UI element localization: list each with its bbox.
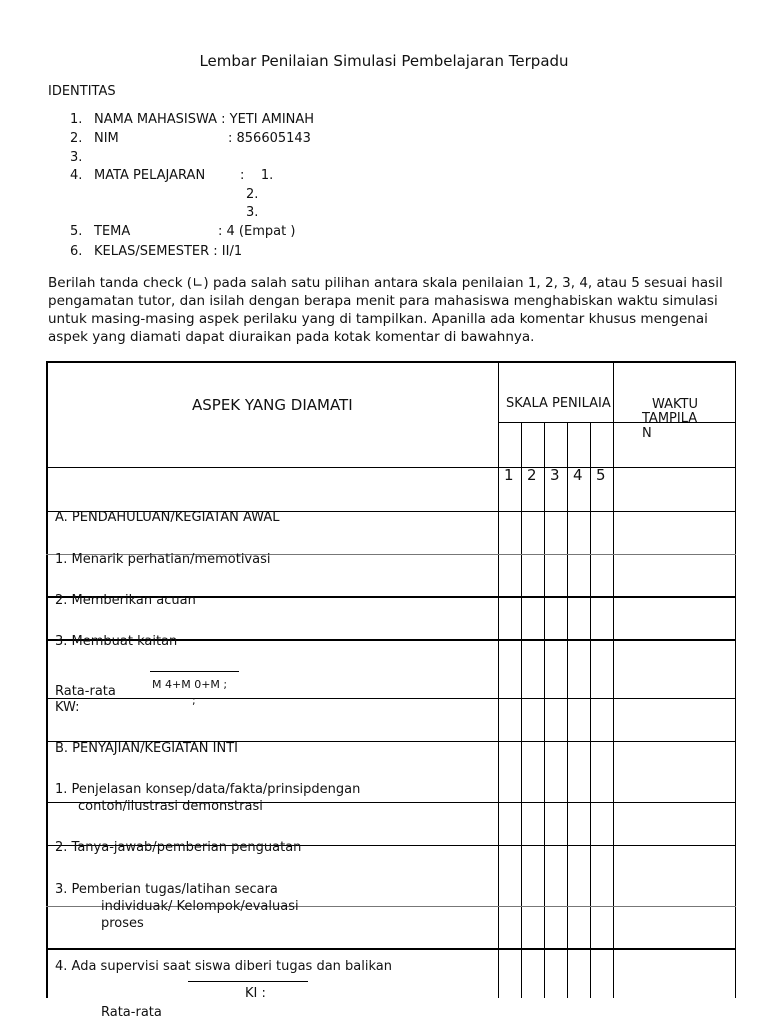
section-b-heading: B. PENYAJIAN/KEGIATAN INTI: [55, 741, 238, 756]
header-scale: SKALA PENILAIA: [506, 396, 611, 411]
scale-number: 1: [504, 466, 514, 484]
identity-subject-value-1: : 1.: [240, 168, 274, 183]
kw-label: KW:: [55, 700, 80, 715]
identity-num: 1.: [70, 112, 83, 127]
table-border: [46, 467, 736, 468]
formula-bar: [188, 981, 308, 982]
table-border: [46, 698, 736, 699]
scale-number: 4: [573, 466, 583, 484]
aspect-item: 3. Pemberian tugas/latihan secara: [55, 882, 278, 897]
aspect-item: proses: [101, 916, 144, 931]
identity-num: 6.: [70, 244, 83, 259]
header-time: TAMPILA: [642, 411, 698, 426]
formula-a-denominator: ;: [192, 694, 196, 707]
aspect-item: individuak/ Kelompok/evaluasi: [101, 899, 299, 914]
aspect-item: contoh/ilustrasi demonstrasi: [78, 799, 263, 814]
rata-rata-label: Rata-rata: [55, 684, 116, 699]
table-border: [46, 361, 48, 998]
rata-rata-label: Rata-rata: [101, 1005, 162, 1020]
aspect-item: 2. Memberikan acuan: [55, 593, 196, 608]
identity-num: 5.: [70, 224, 83, 239]
table-border: [46, 948, 736, 950]
scale-number: 2: [527, 466, 537, 484]
scale-number: 3: [550, 466, 560, 484]
table-border: [613, 361, 614, 998]
header-time: WAKTU: [652, 397, 699, 412]
aspect-item: 2. Tanya-jawab/pemberian penguatan: [55, 840, 302, 855]
aspect-item: 1. Penjelasan konsep/data/fakta/prinsipdengan: [55, 782, 361, 797]
identity-class-label: KELAS/SEMESTER : II/1: [94, 244, 243, 259]
instructions-paragraph: Berilah tanda check (∟) pada salah satu pilihan antara skala penilaian 1, 2, 3, 4, atau 5 sesuai hasil pengamatan tutor, dan isilah dengan berapa menit para mahasiswa menghabiskan waktu simulasi untuk masing-masing aspek perilaku yang di tampilkan. Apanilla ada komentar khusus mengenai aspek yang diamati dapat diuraikan pada kotak komentar di bawahnya.: [48, 275, 723, 345]
table-border: [521, 422, 522, 998]
table-border: [544, 422, 545, 998]
identity-name-label: NAMA MAHASISWA : YETI AMINAH: [94, 112, 315, 127]
identity-nim-value: : 856605143: [228, 131, 311, 146]
identity-num: 4.: [70, 168, 83, 183]
formula-a: M 4+M 0+M ;: [152, 678, 228, 691]
scale-number: 5: [596, 466, 606, 484]
aspect-item: 3. Membuat kaitan: [55, 634, 178, 649]
header-time: N: [642, 426, 652, 441]
table-border: [498, 422, 735, 423]
table-border: [567, 422, 568, 998]
section-a-heading: A. PENDAHULUAN/KEGIATAN AWAL: [55, 510, 280, 525]
identity-num: 3.: [70, 150, 83, 165]
formula-bar: [150, 671, 239, 672]
table-border: [590, 422, 591, 998]
identity-subject-value-2: 2.: [246, 187, 259, 202]
aspect-item: 4. Ada supervisi saat siswa diberi tugas dan balikan: [55, 959, 393, 974]
identity-num: 2.: [70, 131, 83, 146]
header-aspect: ASPEK YANG DIAMATI: [192, 396, 353, 414]
table-border: [498, 361, 499, 998]
page-title: Lembar Penilaian Simulasi Pembelajaran Terpadu: [199, 52, 569, 70]
aspect-item: 1. Menarik perhatian/memotivasi: [55, 552, 271, 567]
identity-subject-value-3: 3.: [246, 205, 259, 220]
identity-nim-label: NIM: [94, 131, 119, 146]
identity-subject-label: MATA PELAJARAN: [94, 168, 206, 183]
identity-theme-label: TEMA: [94, 224, 131, 239]
identity-theme-value: : 4 (Empat ): [218, 224, 296, 239]
table-border: [735, 361, 736, 998]
identity-heading: IDENTITAS: [48, 84, 116, 99]
table-border: [46, 361, 736, 363]
ki-label: KI :: [245, 986, 266, 1001]
